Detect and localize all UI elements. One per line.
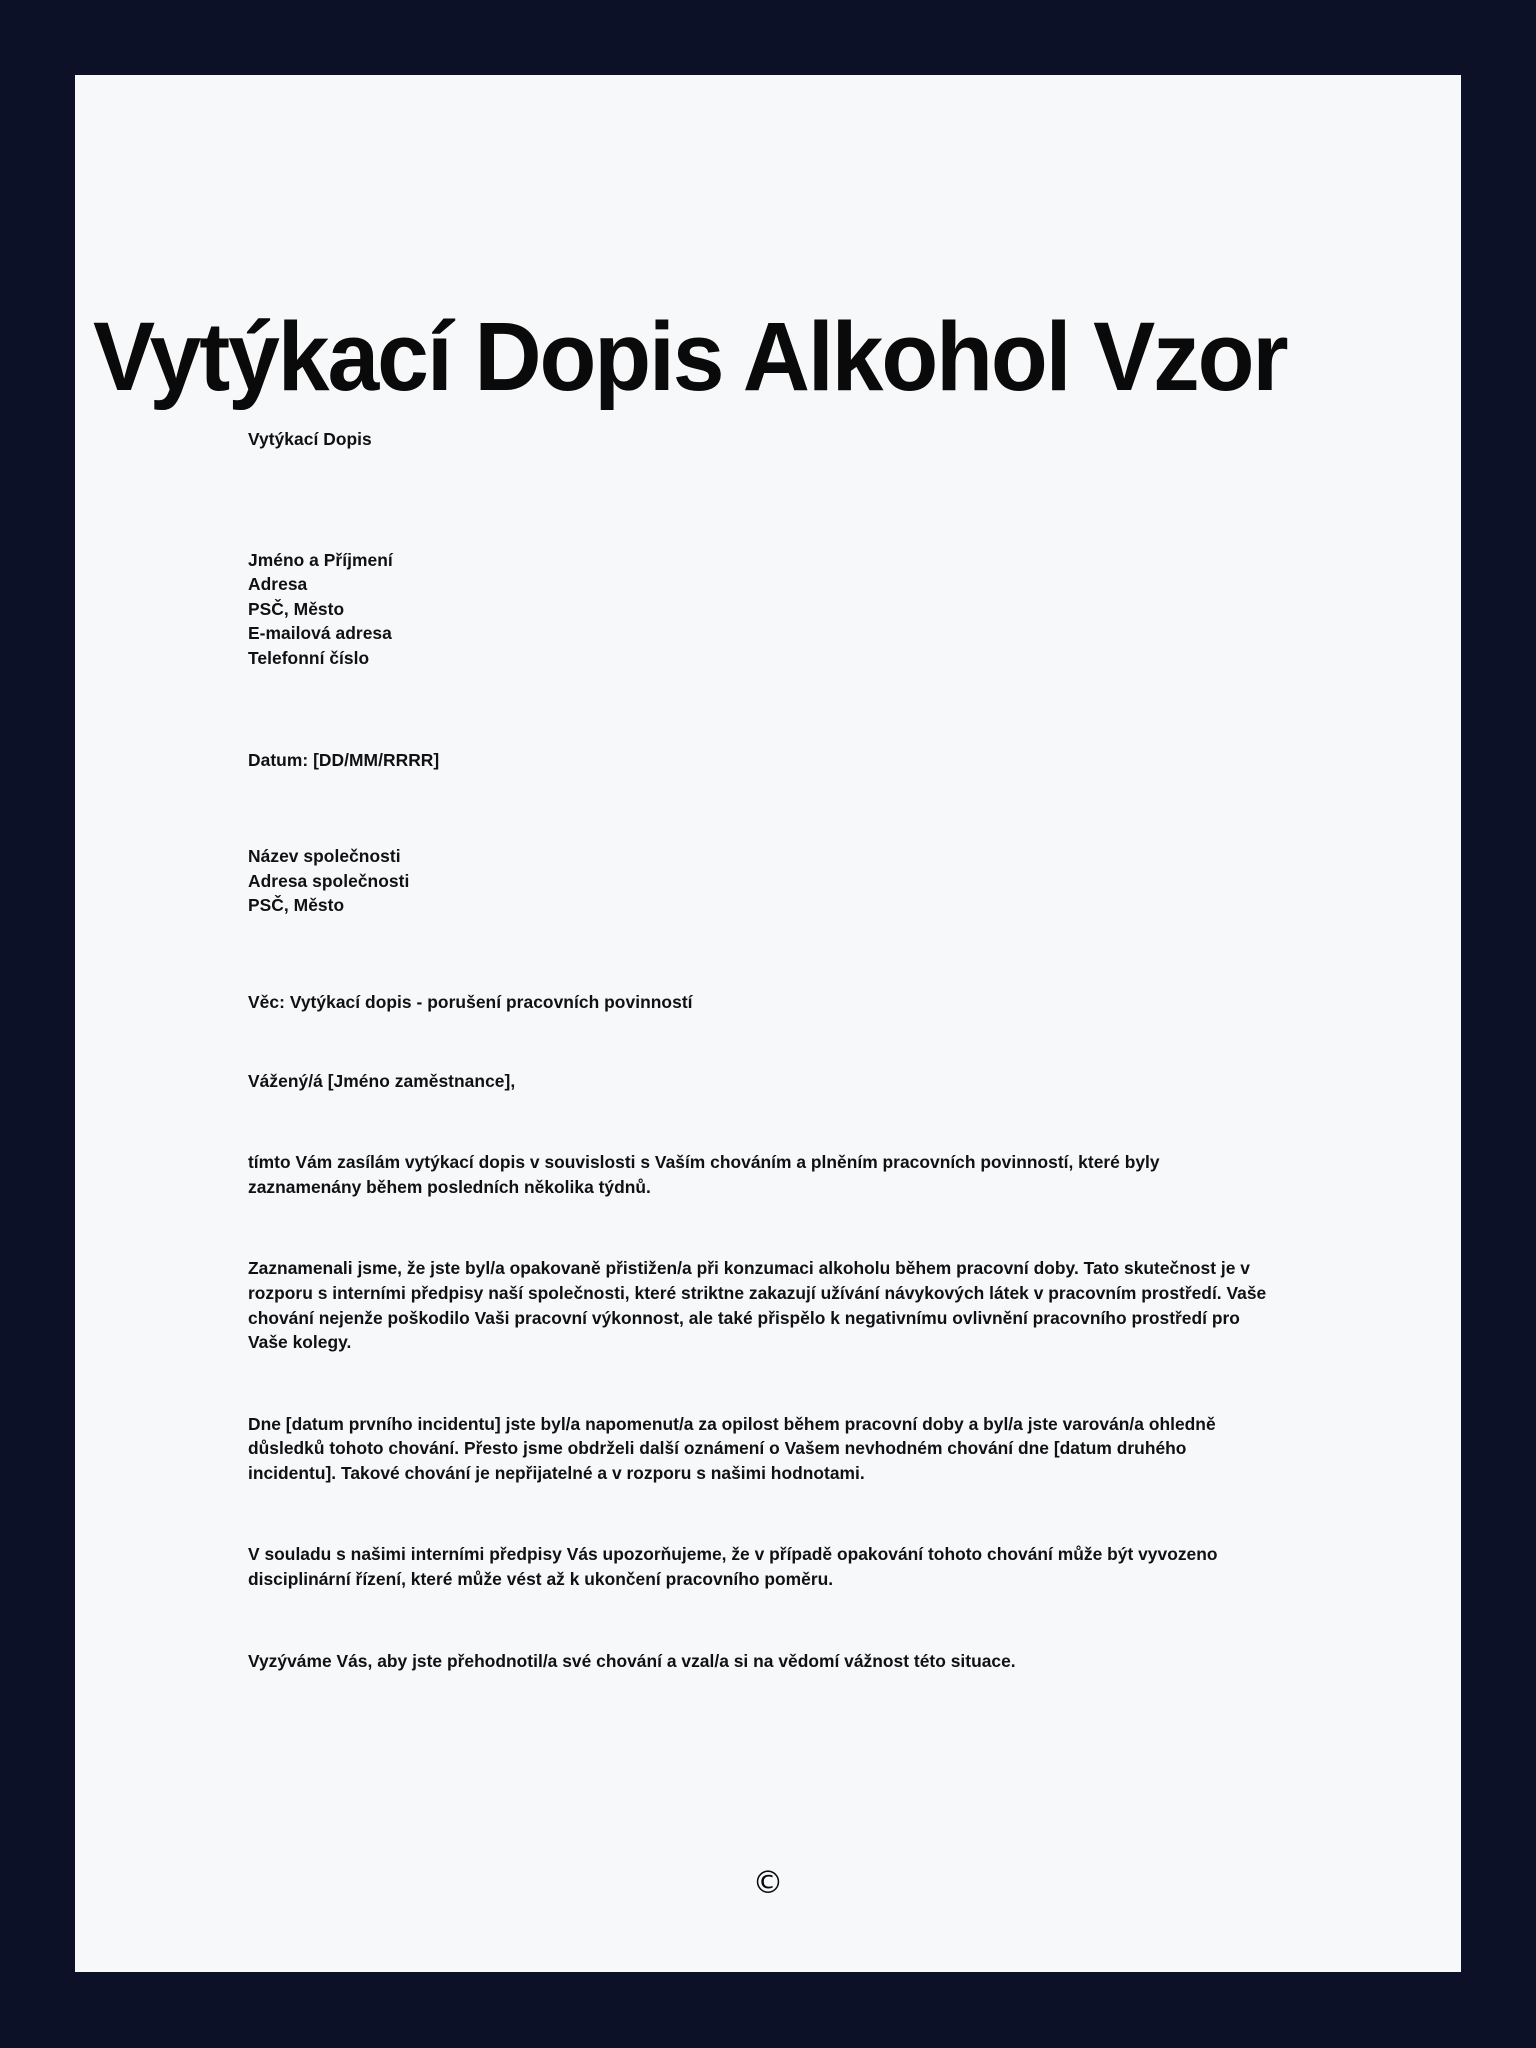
spacer <box>248 1485 1276 1542</box>
paragraph-text: Vyzýváme Vás, aby jste přehodnotil/a své chování a vzal/a si na vědomí vážnost této situace. <box>248 1650 1016 1671</box>
subject-block <box>248 990 1276 1015</box>
body-paragraph-1 <box>248 1150 1276 1199</box>
salutation-block <box>248 1069 1276 1094</box>
body-paragraph-5 <box>248 1649 1276 1674</box>
body-paragraph-2 <box>248 1256 1276 1354</box>
sender-address-line: Adresa <box>248 574 308 595</box>
recipient-address-block <box>248 844 1276 918</box>
spacer <box>248 1015 1276 1069</box>
subject-line: Věc: Vytýkací dopis - porušení pracovních povinností <box>248 991 693 1012</box>
spacer <box>248 1355 1276 1412</box>
copyright-icon: © <box>752 1865 784 1901</box>
body-paragraph-3 <box>248 1412 1276 1486</box>
date-line: Datum: [DD/MM/RRRR] <box>248 749 440 770</box>
letter-heading-block <box>248 427 1276 452</box>
date-block <box>248 748 1276 773</box>
paragraph-text: Zaznamenali jsme, že jste byl/a opakovaně přistižen/a při konzumaci alkoholu během pracovní doby. Tato skutečnost je v rozporu s interními předpisy naší společnosti, které striktne zakazují užívání návykových látek v pracovním prostředí. Vaše chování nejenže poškodilo Vaši pracovní výkonnost, ale také přispělo k negativnímu ovlivnění pracovního prostředí pro Vaše kolegy. <box>248 1258 1267 1353</box>
spacer <box>248 452 1276 548</box>
spacer <box>248 772 1276 844</box>
page-title: Vytýkací Dopis Alkohol Vzor <box>93 301 1287 411</box>
spacer <box>248 918 1276 990</box>
company-name-line: Název společnosti <box>248 846 401 867</box>
sender-postal-city-line: PSČ, Město <box>248 598 345 619</box>
company-postal-city-line: PSČ, Město <box>248 895 345 916</box>
letter-heading: Vytýkací Dopis <box>248 429 372 449</box>
paragraph-text: tímto Vám zasílám vytýkací dopis v souvislosti s Vaším chováním a plněním pracovních povinností, které byly zaznamenány během posledních několika týdnů. <box>248 1152 1160 1197</box>
paragraph-text: V souladu s našimi interními předpisy Vás upozorňujeme, že v případě opakování tohoto chování může být vyvozeno disciplinární řízení, které může vést až k ukončení pracovního poměru. <box>248 1544 1218 1590</box>
sender-address-block <box>248 548 1276 671</box>
sender-phone-line: Telefonní číslo <box>248 647 370 668</box>
spacer <box>248 671 1276 748</box>
sender-email-line: E-mailová adresa <box>248 623 392 644</box>
body-paragraph-4 <box>248 1542 1276 1591</box>
salutation-line: Vážený/á [Jméno zaměstnance], <box>248 1070 516 1091</box>
sender-name-line: Jméno a Příjmení <box>248 549 393 570</box>
document-page <box>75 75 1461 1972</box>
spacer <box>248 1093 1276 1150</box>
paragraph-text: Dne [datum prvního incidentu] jste byl/a napomenut/a za opilost během pracovní doby a byl/a jste varován/a ohledně důsledků tohoto chování. Přesto jsme obdrželi další oznámení o Vašem nevhodném chování dne [datum druhého incidentu]. Takové chování je nepřijatelné a v rozporu s našimi hodnotami. <box>248 1413 1216 1483</box>
company-address-line: Adresa společnosti <box>248 870 410 891</box>
spacer <box>248 1592 1276 1649</box>
letter-content <box>248 427 1276 1673</box>
spacer <box>248 1199 1276 1256</box>
